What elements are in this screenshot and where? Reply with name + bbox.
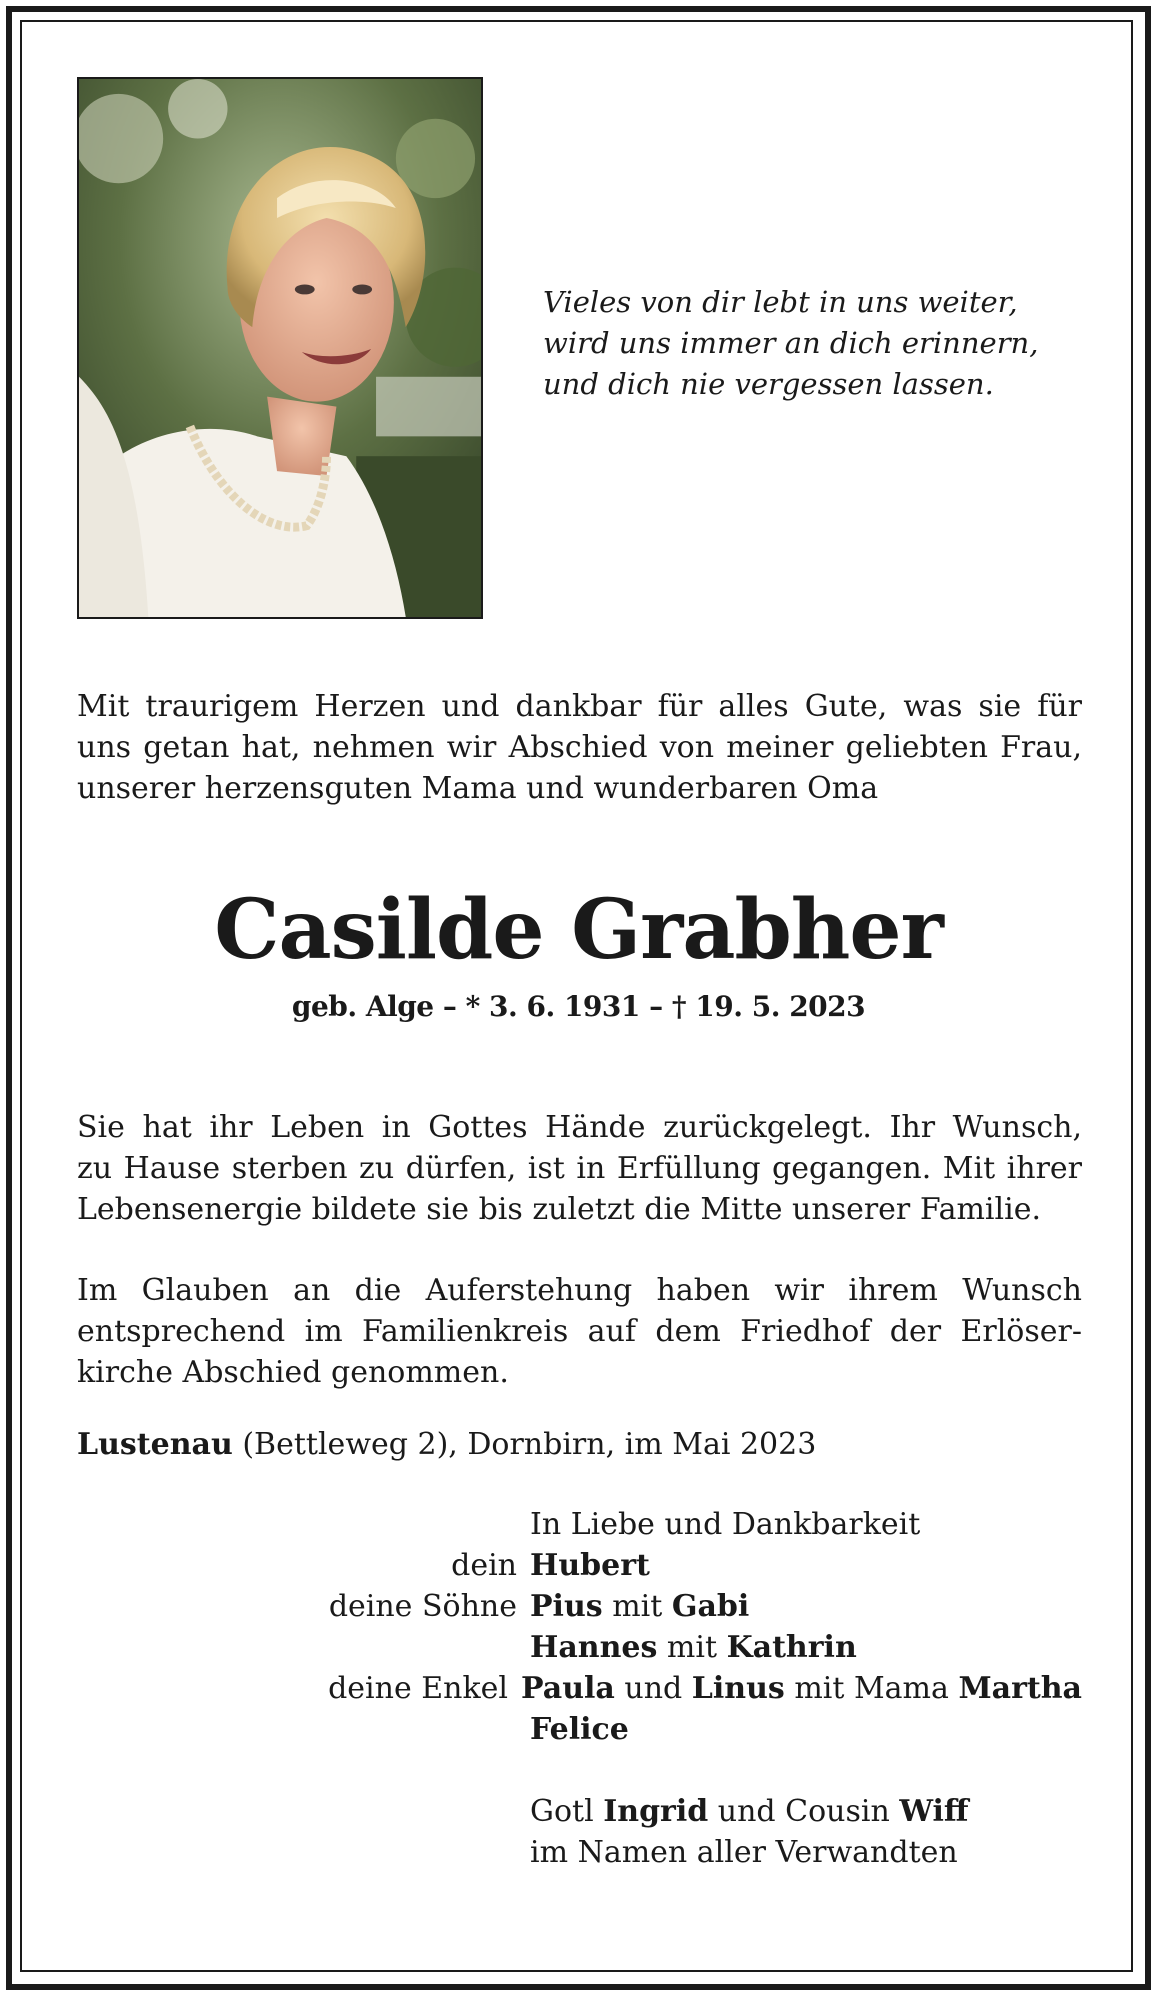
godmother-name: Ingrid — [603, 1794, 709, 1829]
memorial-quote — [543, 282, 1103, 405]
greeting: In Liebe und Dankbarkeit — [530, 1507, 921, 1542]
connector-text: und — [614, 1671, 692, 1706]
son-name: Hannes — [530, 1630, 658, 1665]
deceased-name: Casilde Grabher — [214, 882, 943, 978]
partner-name: Gabi — [671, 1589, 750, 1624]
place-town: Lustenau — [77, 1427, 233, 1462]
body-line: kirche Abschied genommen. — [77, 1355, 509, 1390]
portrait-photo — [77, 77, 483, 619]
sons-label: deine Söhne — [328, 1589, 517, 1624]
godmother-prefix: Gotl — [530, 1794, 604, 1829]
intro-paragraph — [77, 686, 1082, 809]
birth-death-dates: geb. Alge – * 3. 6. 1931 – † 19. 5. 2023 — [291, 990, 866, 1023]
mama-name: Martha — [958, 1671, 1082, 1706]
body-line: zu Hause sterben zu dürfen, ist in Erfüllung gegangen. Mit ihrer — [77, 1151, 1082, 1186]
cousin-name: Wiff — [899, 1794, 969, 1829]
intro-line: Mit traurigem Herzen und dankbar für alles Gute, was sie für — [77, 689, 1082, 724]
grandchild-name: Linus — [691, 1671, 785, 1706]
body-paragraph-2 — [77, 1270, 1082, 1393]
signature-block — [77, 1504, 1082, 1873]
partner-name: Kathrin — [726, 1630, 857, 1665]
cousin-prefix: und Cousin — [708, 1794, 900, 1829]
place-date-line — [77, 1424, 1082, 1465]
signature-row — [77, 1545, 1082, 1586]
connector-text: mit — [602, 1589, 672, 1624]
quote-line: und dich nie vergessen lassen. — [543, 367, 994, 401]
quote-line: Vieles von dir lebt in uns weiter, — [543, 285, 1018, 319]
signature-row — [77, 1504, 1082, 1545]
son-name: Pius — [530, 1589, 603, 1624]
body-line: Lebensenergie bildete sie bis zuletzt die Mitte unserer Familie. — [77, 1192, 1041, 1227]
husband-label: dein — [451, 1548, 517, 1583]
signature-row — [77, 1586, 1082, 1627]
signature-row — [77, 1627, 1082, 1668]
connector-text: mit Mama — [784, 1671, 959, 1706]
signature-row — [77, 1709, 1082, 1750]
body-line: entsprechend im Familienkreis auf dem Friedhof der Erlöser- — [77, 1314, 1082, 1349]
body-paragraph-1 — [77, 1107, 1082, 1230]
grandchildren-label: deine Enkel — [328, 1671, 508, 1706]
intro-line: unserer herzensguten Mama und wunderbaren Oma — [77, 771, 879, 806]
grandchild-name: Paula — [521, 1671, 615, 1706]
signature-row — [77, 1832, 1082, 1873]
signature-row — [77, 1668, 1082, 1709]
closing-line: im Namen aller Verwandten — [530, 1835, 958, 1870]
body-line: Sie hat ihr Leben in Gottes Hände zurückgelegt. Ihr Wunsch, — [77, 1110, 1082, 1145]
connector-text: mit — [657, 1630, 727, 1665]
husband-name: Hubert — [530, 1548, 650, 1583]
place-rest: (Bettleweg 2), Dornbirn, im Mai 2023 — [232, 1427, 817, 1462]
signature-row — [77, 1791, 1082, 1832]
body-line: Im Glauben an die Auferstehung haben wir ihrem Wunsch — [77, 1273, 1082, 1308]
quote-line: wird uns immer an dich erinnern, — [543, 326, 1039, 360]
intro-line: uns getan hat, nehmen wir Abschied von meiner geliebten Frau, — [77, 730, 1082, 765]
grandchild-name: Felice — [530, 1712, 629, 1747]
